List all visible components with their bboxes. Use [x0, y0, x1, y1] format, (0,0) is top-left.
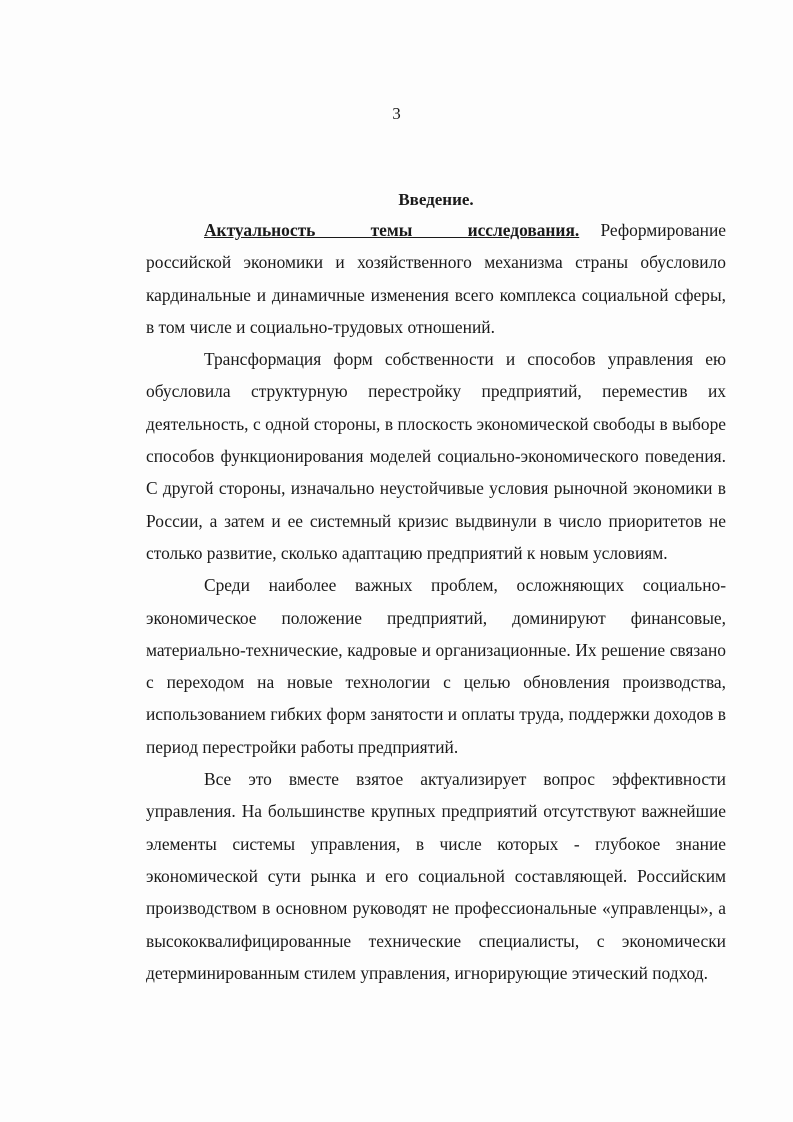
paragraph-relevance: [146, 214, 726, 343]
body-text: [146, 214, 726, 989]
section-heading: Введение.: [398, 190, 474, 209]
relevance-text: Реформирование российской экономики и хозяйственного механизма страны обусловило кардинальные и динамичные изменения всего комплекса социальной сферы, в том числе и социально-трудовых отношений.: [146, 220, 726, 337]
relevance-lead-title: Актуальность темы исследования.: [204, 220, 580, 240]
page-number: 3: [392, 104, 401, 123]
paragraph-management: Все это вместе взятое актуализирует вопрос эффективности управления. На большинстве крупных предприятий отсутствуют важнейшие элементы системы управления, в числе которых - глубокое знание экономической сути рынка и его социальной составляющей. Российским производством в основном руководят не профессиональные «управленцы», а высококвалифицированные технические специалисты, с экономически детерминированным стилем управления, игнорирующие этический подход.: [146, 769, 726, 983]
paragraph-problems: Среди наиболее важных проблем, осложняющих социально-экономическое положение предприятий, доминируют финансовые, материально-технические, кадровые и организационные. Их решение связано с переходом на новые технологии с целью обновления производства, использованием гибких форм занятости и оплаты труда, поддержки доходов в период перестройки работы предприятий.: [146, 575, 726, 757]
paragraph-transformation: Трансформация форм собственности и способов управления ею обусловила структурную перестройку предприятий, переместив их деятельность, с одной стороны, в плоскость экономической свободы в выборе способов функционирования моделей социально-экономического поведения. С другой стороны, изначально неустойчивые условия рыночной экономики в России, а затем и ее системный кризис выдвинули в число приоритетов не столько развитие, сколько адаптацию предприятий к новым условиям.: [146, 349, 726, 563]
